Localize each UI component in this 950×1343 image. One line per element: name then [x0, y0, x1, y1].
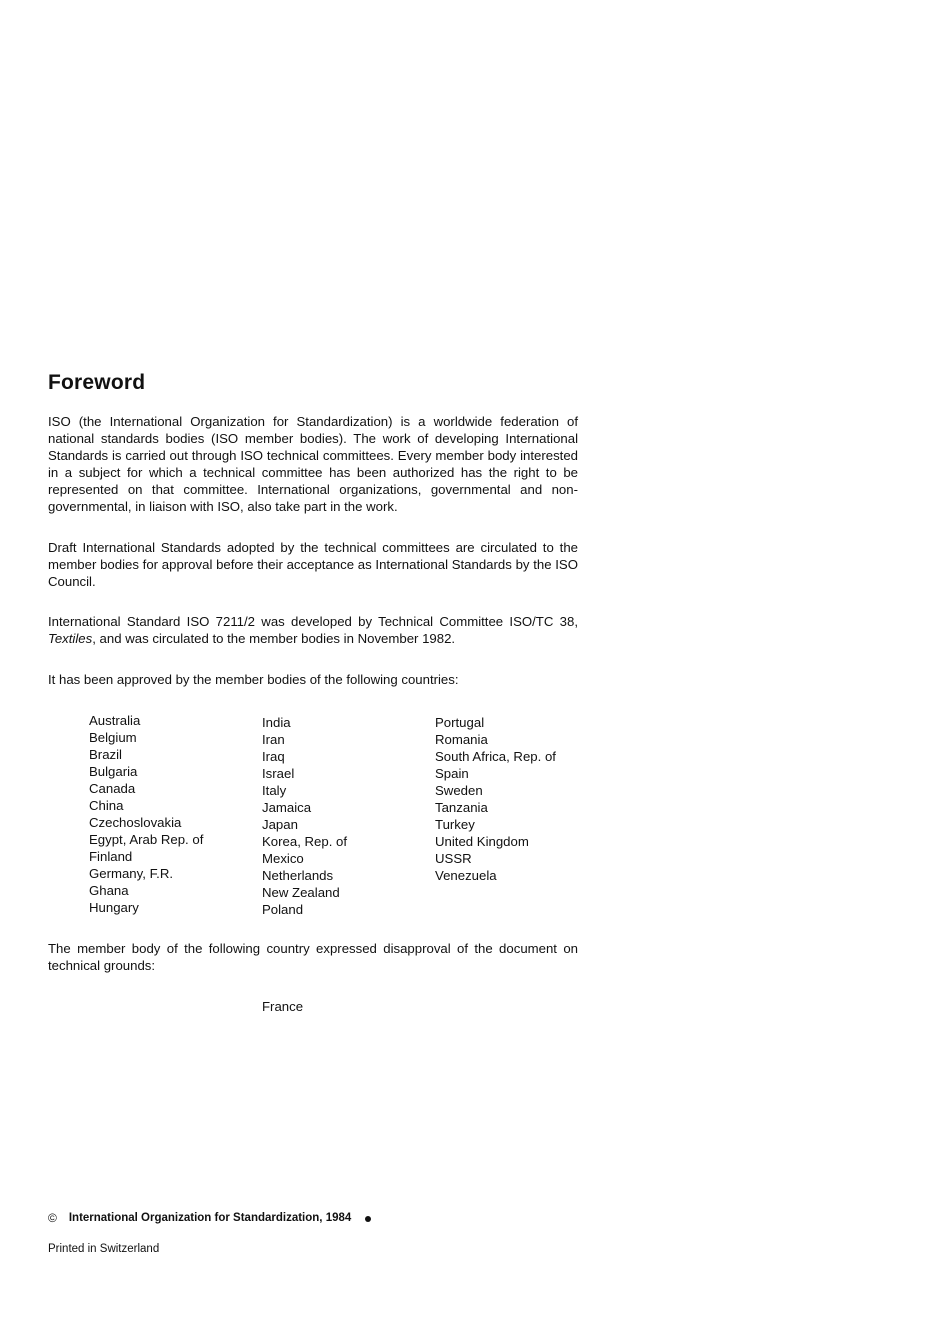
- country-item: Romania: [435, 732, 488, 747]
- approving-countries-column-2: [262, 714, 347, 918]
- foreword-paragraph-1: ISO (the International Organization for Standardization) is a worldwide federation of national standards bodies (ISO member bodies). The work of developing International Standards is carried out through ISO technical committees. Every member body interested in a subject for which a technical committee has been authorized has the right to be represented on that committee. International organizations, governmental and non-governmental, in liaison with ISO, also take part in the work.: [48, 414, 578, 514]
- country-item: Egypt, Arab Rep. of: [89, 832, 204, 847]
- country-item: Netherlands: [262, 868, 334, 883]
- foreword-paragraph-2: Draft International Standards adopted by the technical committees are circulated to the member bodies for approval before their acceptance as International Standards by the ISO Council.: [48, 540, 578, 589]
- country-item: Finland: [89, 849, 133, 864]
- country-item: Sweden: [435, 783, 483, 798]
- country-item: New Zealand: [262, 885, 340, 900]
- country-item: Portugal: [435, 715, 485, 730]
- country-item: USSR: [435, 851, 472, 866]
- copyright-text: International Organization for Standardization, 1984: [68, 1212, 352, 1224]
- foreword-paragraph-3: [48, 613, 578, 647]
- paragraph-3-text-start: International Standard ISO 7211/2 was developed by Technical Committee ISO/TC 38,: [48, 614, 578, 629]
- copyright-icon: ©: [48, 1211, 57, 1225]
- disapproving-country: France: [262, 999, 304, 1014]
- country-item: Tanzania: [435, 800, 488, 815]
- country-item: Belgium: [89, 730, 137, 745]
- country-item: Bulgaria: [89, 764, 138, 779]
- country-item: Mexico: [262, 851, 304, 866]
- country-item: Poland: [262, 902, 304, 917]
- country-item: Czechoslovakia: [89, 815, 182, 830]
- country-item: India: [262, 715, 291, 730]
- country-item: Jamaica: [262, 800, 312, 815]
- country-item: United Kingdom: [435, 834, 529, 849]
- paragraph-3-text-end: , and was circulated to the member bodies in November 1982.: [92, 631, 456, 646]
- approving-countries-column-1: [89, 712, 203, 916]
- bullet-icon: [365, 1216, 371, 1222]
- country-item: Turkey: [435, 817, 475, 832]
- country-item: Israel: [262, 766, 295, 781]
- country-item: Ghana: [89, 883, 129, 898]
- page-title: Foreword: [48, 371, 146, 394]
- country-item: Brazil: [89, 747, 122, 762]
- country-item: Iran: [262, 732, 285, 747]
- country-item: Canada: [89, 781, 136, 796]
- country-item: Iraq: [262, 749, 285, 764]
- country-item: Australia: [89, 713, 141, 728]
- country-item: Venezuela: [435, 868, 497, 883]
- disapproval-intro: The member body of the following country expressed disapproval of the document on technical grounds:: [48, 941, 578, 973]
- approval-intro: It has been approved by the member bodies of the following countries:: [48, 672, 459, 687]
- country-item: Italy: [262, 783, 287, 798]
- country-item: Korea, Rep. of: [262, 834, 348, 849]
- country-item: Japan: [262, 817, 298, 832]
- approving-countries-column-3: [435, 714, 556, 884]
- country-item: Spain: [435, 766, 469, 781]
- copyright-line: [48, 1211, 371, 1226]
- country-item: Hungary: [89, 900, 139, 915]
- country-item: Germany, F.R.: [89, 866, 174, 881]
- country-item: South Africa, Rep. of: [435, 749, 556, 764]
- printed-location: Printed in Switzerland: [48, 1243, 160, 1255]
- committee-name: Textiles: [48, 631, 93, 646]
- country-item: China: [89, 798, 124, 813]
